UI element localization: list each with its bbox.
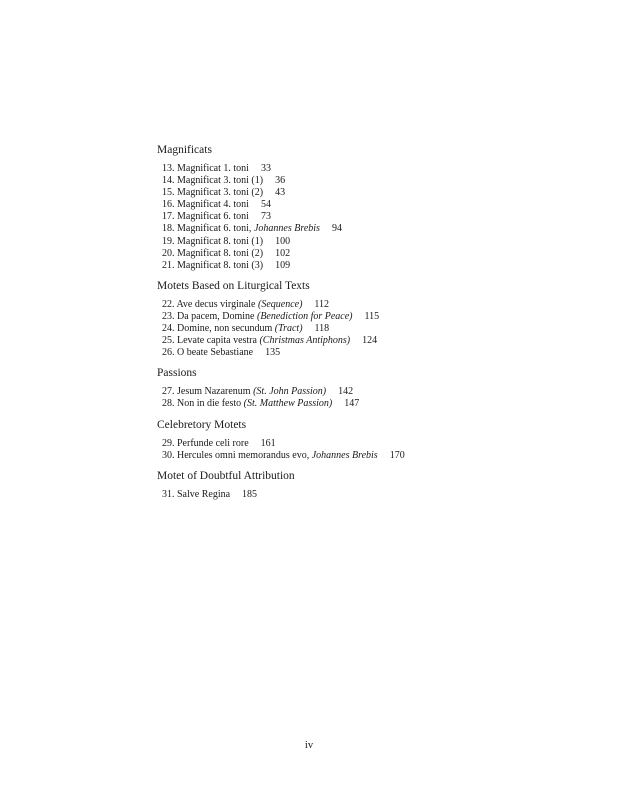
entry-page-number: 112 [314, 298, 330, 310]
toc-entry [162, 438, 577, 450]
entry-title: 20. Magnificat 8. toni (2) [162, 247, 264, 259]
section-heading: Magnificats [157, 144, 212, 156]
entry-page-number: 161 [260, 437, 276, 449]
entry-subtitle: (Christmas Antiphons) [259, 335, 351, 347]
entry-page-number: 147 [344, 398, 360, 410]
entry-list [157, 489, 577, 501]
entry-page-number: 102 [275, 247, 291, 259]
toc-entry [162, 311, 577, 323]
table-of-contents [157, 143, 577, 501]
toc-section [157, 366, 577, 410]
entry-title: 26. O beate Sebastiane [162, 347, 254, 359]
entry-title: 24. Domine, non secundum [162, 323, 275, 335]
entry-page-number: 170 [389, 449, 405, 461]
entry-title: 14. Magnificat 3. toni (1) [162, 175, 264, 187]
entry-title: 21. Magnificat 8. toni (3) [162, 259, 264, 271]
entry-title: 16. Magnificat 4. toni [162, 199, 249, 211]
toc-entry [162, 223, 577, 235]
entry-page-number: 33 [260, 163, 271, 174]
entry-page-number: 115 [364, 310, 380, 322]
entry-title: 25. Levate capita vestra [162, 335, 260, 347]
entry-page-number: 43 [275, 187, 286, 199]
entry-page-number: 142 [338, 386, 354, 398]
entry-title: 13. Magnificat 1. toni [162, 163, 249, 174]
toc-entry [162, 386, 577, 398]
entry-subtitle: (St. John Passion) [253, 386, 327, 398]
entry-list [157, 438, 577, 462]
toc-entry [162, 187, 577, 199]
entry-title: 19. Magnificat 8. toni (1) [162, 235, 264, 247]
entry-subtitle: (Benediction for Peace) [256, 310, 353, 322]
entry-page-number: 54 [260, 199, 271, 211]
entry-page-number: 109 [275, 259, 291, 271]
toc-entry [162, 323, 577, 335]
toc-entry [162, 450, 577, 462]
entry-title: 27. Jesum Nazarenum [162, 386, 254, 398]
entry-page-number: 118 [314, 323, 330, 335]
toc-entry [162, 335, 577, 347]
page-number: iv [304, 740, 314, 751]
entry-page-number: 73 [260, 211, 271, 223]
toc-entry [162, 299, 577, 311]
section-heading: Passions [157, 367, 197, 380]
entry-subtitle: Johannes Brebis [311, 449, 378, 461]
entry-page-number: 135 [265, 347, 281, 359]
toc-entry [162, 260, 577, 272]
entry-title: 30. Hercules omni memorandus evo, [162, 449, 312, 461]
entry-subtitle: (Tract) [274, 323, 303, 335]
entry-page-number: 36 [275, 175, 286, 187]
toc-section [157, 279, 577, 359]
toc-entry [162, 347, 577, 359]
section-heading: Motet of Doubtful Attribution [157, 469, 295, 482]
entry-subtitle: (St. Matthew Passion) [243, 398, 333, 410]
toc-entry [162, 211, 577, 223]
entry-title: 22. Ave decus virginale [162, 298, 258, 310]
entry-page-number: 185 [242, 488, 258, 500]
entry-page-number: 100 [275, 235, 291, 247]
toc-entry [162, 489, 577, 501]
entry-title: 31. Salve Regina [162, 488, 231, 500]
toc-entry [162, 248, 577, 260]
toc-entry [162, 199, 577, 211]
toc-entry [162, 398, 577, 410]
entry-title: 28. Non in die festo [162, 398, 244, 410]
toc-entry [162, 175, 577, 187]
entry-list [157, 163, 577, 272]
entry-subtitle: (Sequence) [258, 298, 303, 310]
toc-section [157, 143, 577, 272]
section-heading: Motets Based on Liturgical Texts [157, 279, 310, 292]
entry-title: 17. Magnificat 6. toni [162, 211, 249, 223]
toc-section [157, 469, 577, 501]
toc-section [157, 418, 577, 462]
entry-title: 15. Magnificat 3. toni (2) [162, 187, 264, 199]
entry-title: 23. Da pacem, Domine [162, 310, 257, 322]
entry-list [157, 386, 577, 410]
section-heading: Celebretory Motets [157, 418, 247, 431]
entry-title: 29. Perfunde celi rore [162, 437, 249, 449]
entry-page-number: 94 [331, 223, 342, 235]
toc-entry [162, 236, 577, 248]
entry-title: 18. Magnificat 6. toni, [162, 223, 254, 235]
entry-list [157, 299, 577, 359]
toc-entry [162, 163, 577, 175]
entry-subtitle: Johannes Brebis [253, 223, 320, 235]
entry-page-number: 124 [362, 335, 378, 347]
